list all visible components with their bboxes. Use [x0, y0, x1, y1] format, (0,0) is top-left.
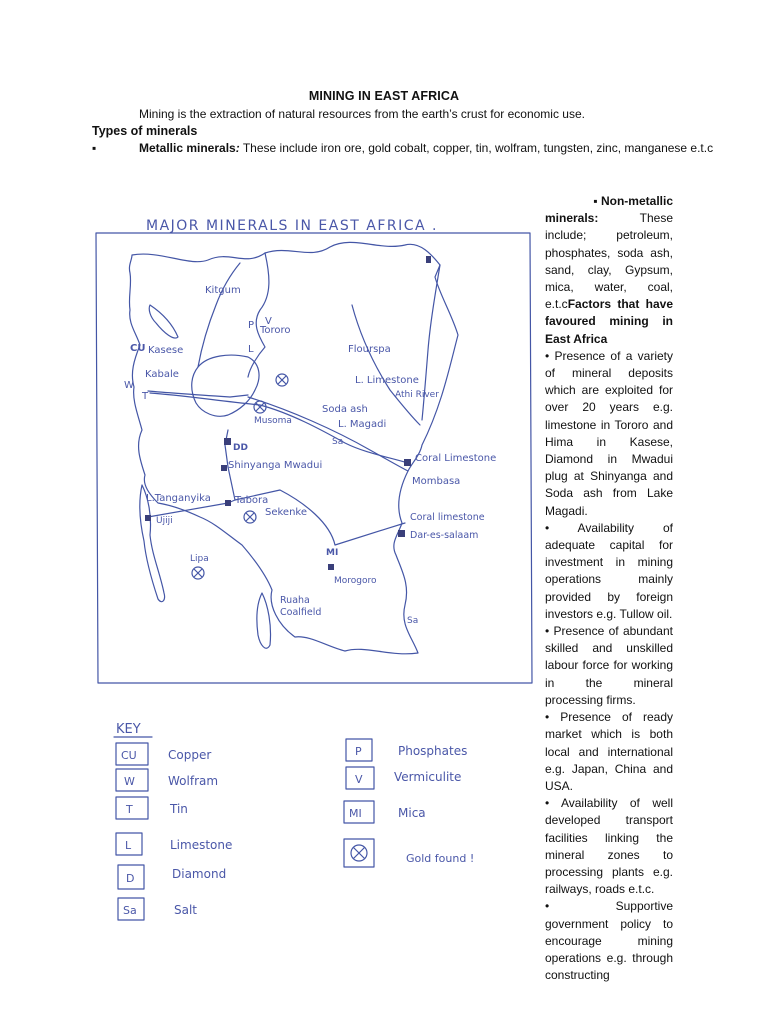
- gold-icon: [351, 845, 367, 861]
- key-item-copper: [116, 743, 211, 765]
- marker-ujiji: [145, 515, 151, 521]
- key-item-vermiculite: [346, 767, 461, 789]
- marker-shinyanga: [221, 465, 227, 471]
- outer-border: [129, 242, 461, 653]
- key-name: Tin: [170, 802, 188, 816]
- key-item-salt: [118, 898, 197, 920]
- bullet-icon: ▪: [92, 141, 97, 155]
- label-kabale: Kabale: [145, 369, 179, 380]
- factor-item: • Supportive government policy to encourage mining operations e.g. through constructing: [545, 899, 673, 983]
- east-africa-map: [90, 205, 535, 685]
- page-title: MINING IN EAST AFRICA: [308, 89, 460, 103]
- label-sa-magadi: Sa: [332, 437, 344, 447]
- label-sekenke: Sekenke: [265, 507, 308, 518]
- label-coral-dar: Coral limestone: [410, 512, 485, 523]
- label-l-magadi: L. Magadi: [338, 419, 387, 430]
- label-kitgum: Kitgum: [205, 285, 241, 296]
- key-name: Salt: [174, 903, 198, 917]
- key-code: L: [125, 839, 132, 852]
- nonmetallic-paragraph: [545, 210, 673, 348]
- marker-tabora: [225, 500, 231, 506]
- label-t: T: [142, 391, 149, 402]
- key-item-limestone: [116, 833, 232, 855]
- key-name: Gold found !: [406, 852, 475, 865]
- key-name: Diamond: [172, 867, 227, 881]
- marker-mombasa: [404, 459, 411, 466]
- key-name: Copper: [168, 748, 212, 762]
- label-ujiji: Ujiji: [156, 516, 173, 526]
- label-morogoro: Morogoro: [334, 576, 377, 586]
- key-item-diamond: [118, 865, 226, 889]
- factors-heading: Factors that have favoured mining in East Africa: [545, 297, 673, 346]
- metallic-colon: :: [235, 141, 240, 155]
- factor-item: • Presence of ready market which is both local and international e.g. Japan, China and USA.: [545, 710, 673, 793]
- key-code: CU: [121, 749, 137, 762]
- label-mi: MI: [326, 548, 339, 558]
- label-musoma: Musoma: [254, 416, 292, 426]
- label-tanganyika: L.Tanganyika: [146, 493, 211, 504]
- label-limestone-athi: L. Limestone: [355, 375, 419, 386]
- metallic-label: Metallic minerals: [139, 141, 236, 155]
- key-item-phosphates: [346, 739, 467, 761]
- gold-marker-musoma: [254, 401, 266, 413]
- map-key: [90, 715, 535, 930]
- factor-item: • Availability of adequate capital for investment in mining operations mainly provided by foreign investors e.g. Tullow oil.: [545, 520, 673, 621]
- key-item-wolfram: [116, 769, 218, 791]
- label-athi-river: Athi River: [395, 390, 439, 400]
- factor-item: • Presence of a variety of mineral deposits which are exploited for over 20 years e.g. limestone in Tororo and Hima in Kasese, Diamond in Mwadui plug at Shinyanga and Soda ash from Lake Magadi.: [545, 348, 673, 518]
- right-column: [545, 193, 673, 984]
- key-code: D: [126, 872, 135, 885]
- factor-item: • Presence of abundant skilled and unskilled labour force for working in the mineral processing firms.: [545, 624, 673, 707]
- key-code: Sa: [123, 904, 137, 917]
- key-item-tin: [116, 797, 188, 819]
- label-lipa: Lipa: [190, 554, 209, 564]
- label-cu: CU: [130, 343, 146, 354]
- factor-item: • Availability of well developed transport facilities linking the mineral zones to processing plants e.g. railways, roads e.t.c.: [545, 796, 673, 897]
- label-dar: Dar-es-salaam: [410, 530, 479, 541]
- label-soda-ash: Soda ash: [322, 404, 368, 415]
- lake-victoria: [192, 355, 259, 416]
- key-title: KEY: [116, 722, 141, 737]
- key-item-mica: [344, 801, 426, 823]
- marker-musoma: [224, 438, 231, 445]
- key-code: V: [355, 773, 363, 786]
- lake-nyasa: [257, 593, 271, 648]
- nonmetallic-head: ▪ Non-metallic: [593, 194, 673, 208]
- label-p: P: [248, 320, 255, 331]
- metallic-text: These include iron ore, gold cobalt, copper, tin, wolfram, tungsten, zinc, manganese e.t.c: [239, 141, 714, 155]
- label-l-tororo: L: [248, 344, 254, 355]
- nonmetallic-text: These include; petroleum, phosphates, soda ash, sand, clay, Gypsum, mica, water, coal, e.t.c: [545, 211, 673, 312]
- marker-dar: [398, 530, 405, 537]
- key-name: Vermiculite: [394, 770, 462, 784]
- nonmetallic-label: minerals:: [545, 211, 599, 226]
- marker-northeast: [426, 256, 431, 263]
- label-kasese: Kasese: [148, 345, 184, 356]
- gold-marker-sekenke: [244, 511, 256, 523]
- label-mombasa: Mombasa: [412, 476, 461, 487]
- key-code: P: [355, 745, 362, 758]
- label-ruaha: Ruaha: [280, 595, 310, 606]
- key-name: Wolfram: [168, 774, 219, 788]
- key-code: W: [124, 775, 135, 788]
- key-code: T: [126, 803, 133, 816]
- map-title: MAJOR MINERALS IN EAST AFRICA .: [146, 218, 438, 234]
- label-dd: DD: [233, 443, 248, 453]
- label-coalfield: Coalfield: [280, 607, 322, 618]
- types-heading: Types of minerals: [92, 124, 198, 138]
- river-nile: [198, 263, 240, 367]
- key-code: MI: [349, 807, 362, 820]
- lake-albert: [149, 305, 178, 338]
- label-coral-mombasa: Coral Limestone: [415, 453, 497, 464]
- intro-paragraph: Mining is the extraction of natural resources from the earth’s crust for economic use.: [139, 107, 585, 121]
- label-shinyanga: Shinyanga Mwadui: [228, 460, 323, 471]
- key-name: Limestone: [170, 838, 233, 852]
- gold-marker-lipa: [192, 567, 204, 579]
- label-w: W: [124, 380, 134, 391]
- key-name: Phosphates: [398, 744, 468, 758]
- gold-marker-tororo: [276, 374, 288, 386]
- metallic-minerals-line: [139, 141, 713, 155]
- label-fluorspa: Flourspa: [348, 344, 391, 355]
- key-name: Mica: [398, 806, 426, 820]
- label-v: V: [265, 316, 272, 327]
- label-tororo: Tororo: [260, 325, 291, 336]
- key-item-gold: [344, 839, 474, 867]
- label-tabora: Tabora: [235, 495, 269, 506]
- marker-morogoro: [328, 564, 334, 570]
- label-sa-south: Sa: [407, 616, 419, 626]
